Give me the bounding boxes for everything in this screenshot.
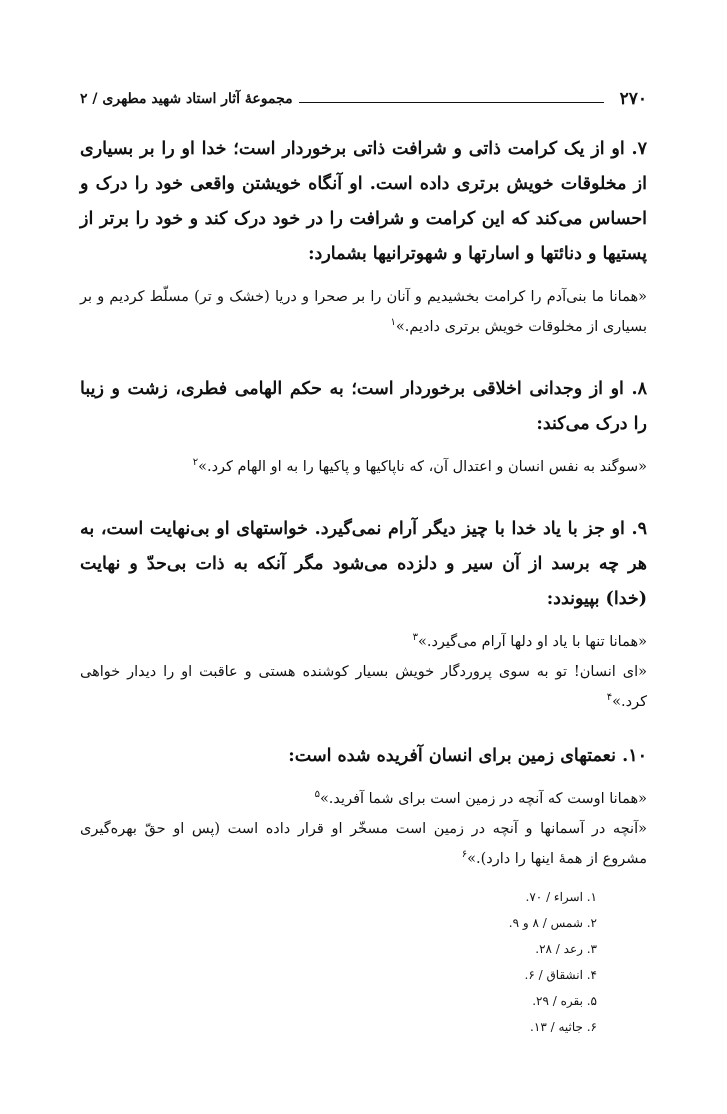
footnote-item: ۲. شمس / ۸ و ۹.	[508, 916, 597, 930]
quote-block	[80, 452, 647, 482]
spacer	[80, 482, 647, 512]
quote-text: «سوگند به نفس انسان و اعتدال آن، که ناپاکیها و پاکیها را به او الهام کرد.»	[198, 459, 647, 475]
footnote-item: ۴. انشقاق / ۶.	[524, 968, 597, 982]
numbered-paragraph-8	[80, 372, 647, 442]
quote-text: «آنچه در آسمانها و آنچه در زمین است مسخّر او قرار داده است (پس او حقّ بهره‌گیری مشروع از همهٔ اینها را دارد).»	[80, 821, 647, 867]
footnote-marker[interactable]: ۵	[314, 789, 320, 801]
item-number: ۹.	[631, 519, 647, 539]
footnote-marker[interactable]: ۶	[461, 849, 468, 861]
footnote-item: ۳. رعد / ۲۸.	[535, 942, 597, 956]
quote-block	[80, 282, 647, 342]
item-number: ۱۰.	[622, 746, 647, 766]
footnotes	[397, 884, 597, 1040]
item-number: ۷.	[631, 139, 647, 159]
footnote-item: ۵. بقره / ۲۹.	[532, 994, 597, 1008]
footnote-item: ۱. اسراء / ۷۰.	[525, 890, 597, 904]
item-text: او از وجدانی اخلاقی برخوردار است؛ به حکم الهامی فطری، زشت و زیبا را درک می‌کند:	[80, 379, 647, 434]
spacer	[80, 717, 647, 739]
item-text: نعمتهای زمین برای انسان آفریده شده است:	[288, 746, 616, 766]
quote-text: «ای انسان! تو به سوی پروردگار خویش بسیار کوشنده هستی و عاقبت او را دیدار خواهی کرد.»	[80, 664, 647, 710]
running-header	[80, 86, 647, 112]
item-text: او از یک کرامت ذاتی و شرافت ذاتی برخوردار است؛ خدا او را بر بسیاری از مخلوقات خویش برتری داده است. او آنگاه خویشتن واقعی خود را درک و احساس می‌کند که این کرامت و شرافت را در خود درک کند و خود را برتر از پستیها و دنائتها و اسارتها و شهوترانیها بشمارد:	[80, 139, 647, 264]
item-number: ۸.	[631, 379, 647, 399]
quote-block	[80, 627, 647, 717]
numbered-paragraph-7	[80, 132, 647, 272]
quote-text: «همانا ما بنی‌آدم را کرامت بخشیدیم و آنان را بر صحرا و دریا (خشک و تر) مسلّط کردیم و بر بسیاری از مخلوقات خویش برتری دادیم.»	[80, 289, 647, 335]
footnote-marker[interactable]: ۴	[606, 692, 613, 704]
running-title: مجموعهٔ آثار استاد شهید مطهری / ۲	[80, 91, 293, 107]
spacer	[80, 342, 647, 372]
footnote-marker[interactable]: ۳	[412, 632, 418, 644]
quote-text: «همانا تنها با یاد او دلها آرام می‌گیرد.»	[417, 634, 647, 650]
numbered-paragraph-10	[80, 739, 647, 774]
item-text: او جز با یاد خدا با چیز دیگر آرام نمی‌گیرد. خواستهای او بی‌نهایت است، به هر چه برسد از آن سیر و دلزده می‌شود مگر آنکه به ذات بی‌حدّ و نهایت (خدا) بپیوندد:	[80, 519, 647, 609]
header-rule	[299, 102, 604, 103]
page-body	[80, 132, 647, 874]
quote-block	[80, 784, 647, 874]
footnote-item: ۶. جاثیه / ۱۳.	[530, 1020, 597, 1034]
page-number: ۲۷۰	[619, 89, 647, 109]
footnote-marker[interactable]: ۱	[390, 317, 396, 329]
quote-text: «همانا اوست که آنچه در زمین است برای شما آفرید.»	[319, 791, 647, 807]
numbered-paragraph-9	[80, 512, 647, 617]
footnote-marker[interactable]: ۲	[192, 457, 199, 469]
